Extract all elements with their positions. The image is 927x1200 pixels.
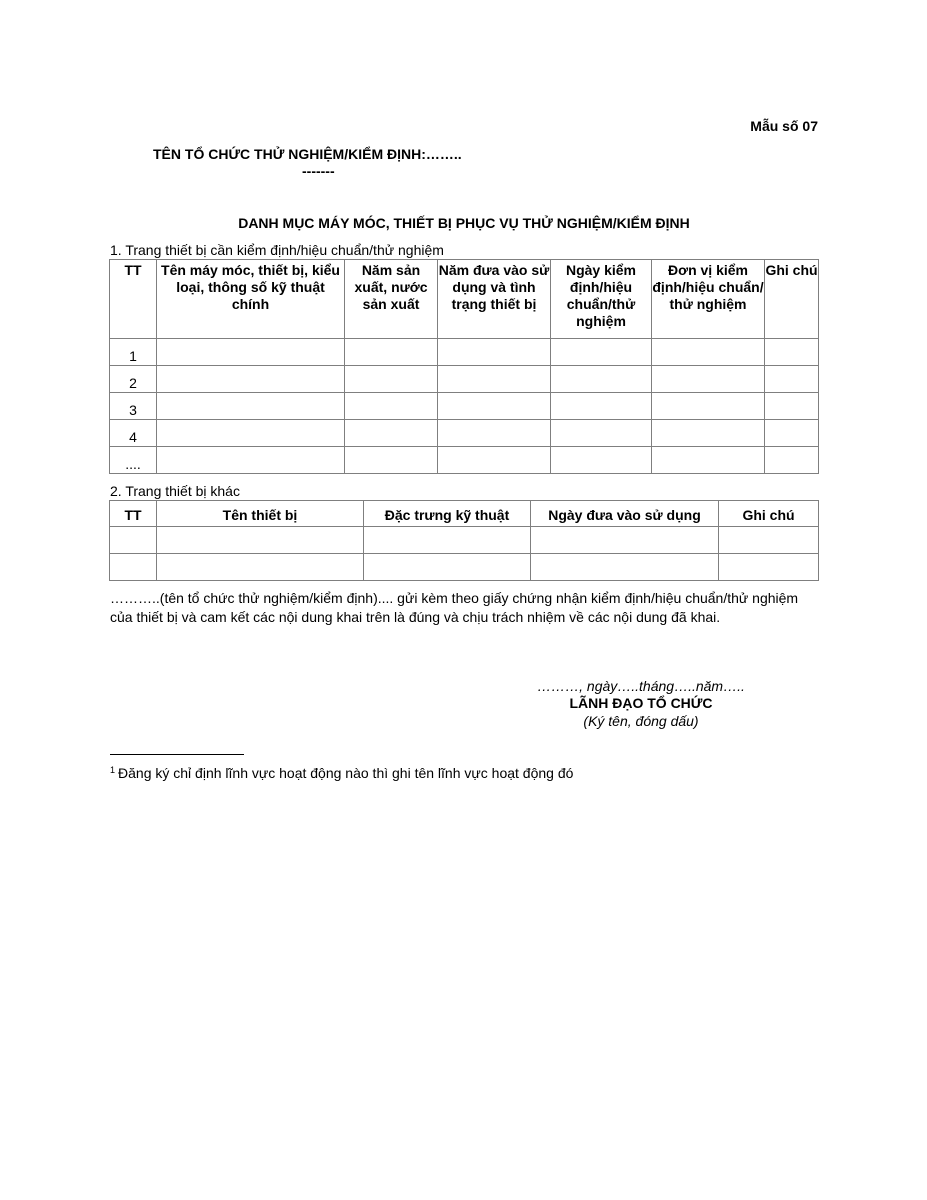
table-cell[interactable] — [157, 366, 345, 393]
table-row — [110, 339, 819, 366]
table-cell[interactable] — [652, 420, 765, 447]
table-header-row — [110, 501, 819, 527]
header-notes: Ghi chú — [765, 260, 819, 339]
table-cell[interactable] — [551, 366, 652, 393]
table-cell[interactable] — [652, 393, 765, 420]
table-cell[interactable] — [531, 554, 719, 581]
header-equipment-name: Tên thiết bị — [157, 501, 364, 527]
header-inspection-unit: Đơn vị kiểm định/hiệu chuẩn/ thử nghiệm — [652, 260, 765, 339]
header-equipment-name: Tên máy móc, thiết bị, kiểu loại, thông số kỹ thuật chính — [157, 260, 345, 339]
header-notes: Ghi chú — [719, 501, 819, 527]
table-cell[interactable] — [157, 420, 345, 447]
table-cell[interactable] — [364, 554, 531, 581]
footnote-text: Đăng ký chỉ định lĩnh vực hoạt động nào thì ghi tên lĩnh vực hoạt động đó — [118, 765, 574, 781]
table-cell[interactable] — [157, 527, 364, 554]
row-number: 3 — [110, 393, 157, 420]
table-cell[interactable] — [157, 447, 345, 474]
table-cell[interactable] — [652, 339, 765, 366]
commitment-text: ………..(tên tổ chức thử nghiệm/kiểm định).... gửi kèm theo giấy chứng nhận kiểm định/hiệu chuẩn/thử nghiệm của thiết bị và cam kết các nội dung khai trên là đúng và chịu trách nhiệm về các nội dung đã khai. — [110, 590, 799, 625]
row-number: 4 — [110, 420, 157, 447]
header-tt: TT — [110, 501, 157, 527]
table-row — [110, 554, 819, 581]
row-number: 2 — [110, 366, 157, 393]
table-cell[interactable] — [157, 339, 345, 366]
table-cell[interactable] — [719, 554, 819, 581]
table-cell[interactable] — [345, 339, 438, 366]
table-cell[interactable] — [364, 527, 531, 554]
table-row — [110, 447, 819, 474]
table-cell[interactable] — [652, 366, 765, 393]
organization-title: TÊN TỔ CHỨC THỬ NGHIỆM/KIỂM ĐỊNH:…….. — [153, 146, 462, 162]
table-row — [110, 366, 819, 393]
table-cell[interactable] — [551, 339, 652, 366]
table-header-row — [110, 260, 819, 339]
table-row — [110, 527, 819, 554]
footnote-divider — [110, 754, 244, 755]
table-cell[interactable] — [765, 366, 819, 393]
signature-title: LÃNH ĐẠO TỔ CHỨC — [569, 695, 713, 711]
organization-separator: ------- — [302, 163, 335, 179]
table-cell[interactable] — [110, 527, 157, 554]
table-cell[interactable] — [551, 393, 652, 420]
table-cell[interactable] — [110, 554, 157, 581]
header-manufacture-year: Năm sản xuất, nước sản xuất — [345, 260, 438, 339]
table-cell[interactable] — [157, 554, 364, 581]
table-cell[interactable] — [765, 447, 819, 474]
table-cell[interactable] — [157, 393, 345, 420]
table-cell[interactable] — [765, 393, 819, 420]
table-cell[interactable] — [765, 420, 819, 447]
document-title: DANH MỤC MÁY MÓC, THIẾT BỊ PHỤC VỤ THỬ NGHIỆM/KIỂM ĐỊNH — [238, 215, 690, 231]
table-cell[interactable] — [551, 447, 652, 474]
footnote-marker: 1 — [110, 765, 116, 775]
other-equipment-table — [109, 500, 819, 581]
header-inspection-date: Ngày kiểm định/hiệu chuẩn/thử nghiệm — [551, 260, 652, 339]
table-cell[interactable] — [438, 393, 551, 420]
table-cell[interactable] — [652, 447, 765, 474]
table-cell[interactable] — [345, 420, 438, 447]
header-technical-specs: Đặc trưng kỹ thuật — [364, 501, 531, 527]
signature-note: (Ký tên, đóng dấu) — [583, 713, 699, 729]
table-cell[interactable] — [438, 420, 551, 447]
table-cell[interactable] — [345, 393, 438, 420]
signature-date-line: ………, ngày…..tháng…..năm….. — [537, 678, 745, 694]
table-cell[interactable] — [719, 527, 819, 554]
table-cell[interactable] — [438, 339, 551, 366]
section-1-title: 1. Trang thiết bị cần kiểm định/hiệu chuẩn/thử nghiệm — [110, 242, 444, 258]
table-cell[interactable] — [551, 420, 652, 447]
table-cell[interactable] — [531, 527, 719, 554]
header-commission-year: Năm đưa vào sử dụng và tình trạng thiết bị — [438, 260, 551, 339]
table-cell[interactable] — [438, 447, 551, 474]
table-cell[interactable] — [765, 339, 819, 366]
row-number: 1 — [110, 339, 157, 366]
header-tt: TT — [110, 260, 157, 339]
section-2-title: 2. Trang thiết bị khác — [110, 483, 240, 499]
form-number: Mẫu số 07 — [750, 118, 818, 134]
table-row — [110, 393, 819, 420]
table-cell[interactable] — [345, 447, 438, 474]
header-commission-date: Ngày đưa vào sử dụng — [531, 501, 719, 527]
table-row — [110, 420, 819, 447]
row-number: .... — [110, 447, 157, 474]
footnote — [110, 765, 573, 781]
table-cell[interactable] — [438, 366, 551, 393]
table-cell[interactable] — [345, 366, 438, 393]
equipment-inspection-table — [109, 259, 819, 474]
